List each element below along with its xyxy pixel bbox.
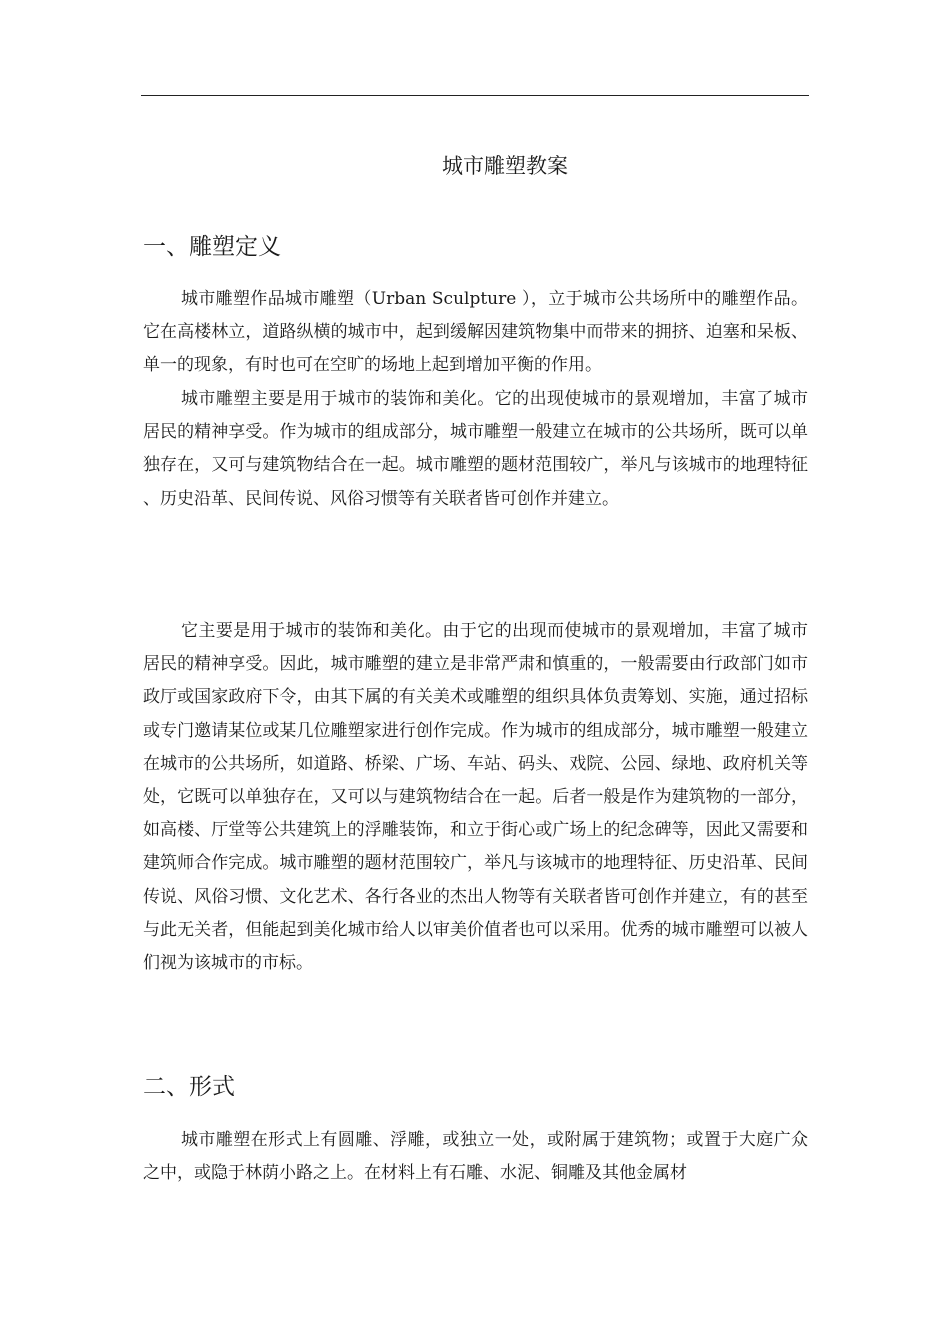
section-heading-definition bbox=[143, 227, 281, 268]
section-heading-text: 二、形式 bbox=[143, 1074, 235, 1100]
paragraph-definition-2: 城市雕塑主要是用于城市的装饰和美化。它的出现使城市的景观增加，丰富了城市居民的精神享受。作为城市的组成部分，城市雕塑一般建立在城市的公共场所，既可以单独存在，又可与建筑物结合在一起。城市雕塑的题材范围较广，举凡与该城市的地理特征、历史沿革、民间传说、风俗习惯等有关联者皆可创作并建立。 bbox=[143, 389, 808, 509]
section-heading-text: 一、雕塑定义 bbox=[143, 234, 281, 260]
document-title bbox=[0, 148, 950, 185]
paragraph-definition-3: 它主要是用于城市的装饰和美化。由于它的出现而使城市的景观增加，丰富了城市居民的精神享受。因此，城市雕塑的建立是非常严肃和慎重的，一般需要由行政部门如市政厅或国家政府下令，由其下属的有关美术或雕塑的组织具体负责筹划、实施，通过招标或专门邀请某位或某几位雕塑家进行创作完成。作为城市的组成部分，城市雕塑一般建立在城市的公共场所，如道路、桥梁、广场、车站、码头、戏院、公园、绿地、政府机关等处，它既可以单独存在，又可以与建筑物结合在一起。后者一般是作为建筑物的一部分，如高楼、厅堂等公共建筑上的浮雕装饰，和立于街心或广场上的纪念碑等，因此又需要和建筑师合作完成。城市雕塑的题材范围较广，举凡与该城市的地理特征、历史沿革、民间传说、风俗习惯、文化艺术、各行各业的杰出人物等有关联者皆可创作并建立，有的甚至与此无关者，但能起到美化城市给人以审美价值者也可以采用。优秀的城市雕塑可以被人们视为该城市的市标。 bbox=[143, 621, 808, 974]
document-title-text: 城市雕塑教案 bbox=[442, 154, 568, 178]
paragraph-definition-1: 城市雕塑作品城市雕塑（Urban Sculpture ），立于城市公共场所中的雕塑作品。它在高楼林立，道路纵横的城市中，起到缓解因建筑物集中而带来的拥挤、迫塞和呆板、单一的现象，有时也可在空旷的场地上起到增加平衡的作用。 bbox=[143, 289, 808, 376]
paragraph-form-1: 城市雕塑在形式上有圆雕、浮雕，或独立一处，或附属于建筑物；或置于大庭广众之中，或隐于林荫小路之上。在材料上有石雕、水泥、铜雕及其他金属材 bbox=[143, 1130, 808, 1184]
header-rule bbox=[141, 95, 809, 96]
section-heading-form bbox=[143, 1067, 235, 1108]
